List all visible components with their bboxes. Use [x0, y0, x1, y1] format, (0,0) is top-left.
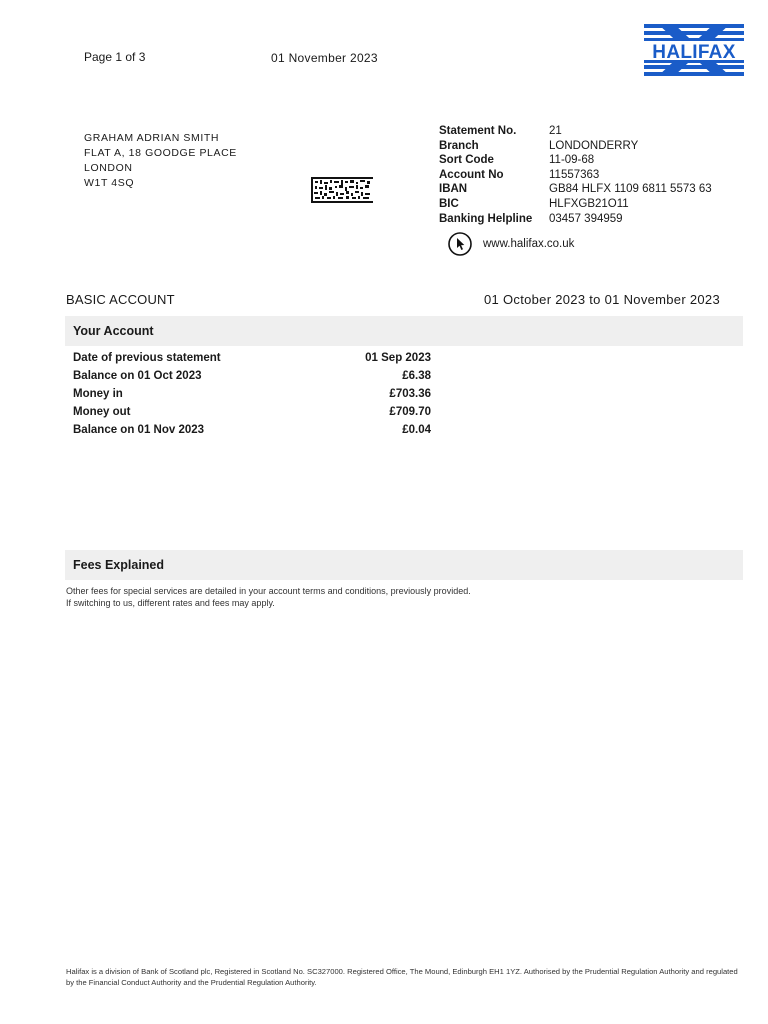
detail-label: Statement No. [439, 125, 517, 137]
detail-value: GB84 HLFX 1109 6811 5573 63 [549, 183, 712, 196]
address-line: GRAHAM ADRIAN SMITH [84, 132, 220, 144]
summary-label: Date of previous statement [73, 352, 221, 364]
statement-date: 01 November 2023 [271, 51, 378, 65]
summary-value: £0.04 [402, 424, 431, 436]
summary-label: Money out [73, 406, 131, 418]
account-summary [73, 349, 431, 439]
summary-row [73, 385, 431, 403]
detail-value: 11-09-68 [549, 154, 595, 167]
website-link[interactable] [448, 232, 574, 256]
account-type: BASIC ACCOUNT [66, 292, 175, 307]
section-heading: Fees Explained [73, 558, 165, 572]
detail-row [439, 168, 712, 183]
fees-explained-header [65, 550, 743, 580]
summary-row [73, 403, 431, 421]
detail-value: 03457 394959 [549, 212, 623, 225]
detail-row [439, 139, 712, 154]
summary-value: £6.38 [402, 370, 431, 382]
fees-line: If switching to us, different rates and fees may apply. [66, 598, 275, 608]
website-url[interactable]: www.halifax.co.uk [483, 238, 575, 250]
legal-footer: Halifax is a division of Bank of Scotland plc, Registered in Scotland No. SC327000. Registered Office, The Mound, Edinburgh EH1 1YZ. Authorised by the Prudential Regulation Authority and regulated by the Financial Conduct Authority and the Prudential Regulation Authority. [66, 967, 738, 987]
summary-value: £703.36 [389, 388, 431, 400]
2d-barcode [311, 177, 373, 203]
address-line: FLAT A, 18 GOODGE PLACE [84, 147, 237, 159]
detail-row [439, 212, 712, 227]
summary-row [73, 367, 431, 385]
detail-label: Sort Code [439, 154, 494, 167]
summary-row [73, 349, 431, 367]
detail-value: LONDONDERRY [549, 139, 639, 152]
section-heading: Your Account [73, 324, 154, 338]
fees-text [66, 585, 471, 609]
summary-row [73, 421, 431, 439]
customer-address [84, 131, 237, 191]
fees-line: Other fees for special services are detailed in your account terms and conditions, previously provided. [66, 586, 471, 596]
detail-row [439, 124, 712, 139]
detail-label: BIC [439, 197, 459, 210]
summary-label: Balance on 01 Oct 2023 [73, 370, 202, 382]
globe-cursor-icon [448, 232, 472, 256]
detail-label: Account No [439, 168, 504, 181]
detail-row [439, 197, 712, 212]
detail-label: Branch [439, 139, 479, 152]
detail-row [439, 182, 712, 197]
summary-value: 01 Sep 2023 [365, 352, 431, 364]
summary-value: £709.70 [389, 406, 431, 418]
detail-value: HLFXGB21O11 [549, 197, 629, 210]
svg-text:HALIFAX: HALIFAX [652, 42, 736, 63]
halifax-logo [644, 24, 744, 76]
detail-value: 11557363 [549, 168, 600, 181]
statement-period: 01 October 2023 to 01 November 2023 [484, 292, 720, 307]
address-line: W1T 4SQ [84, 177, 135, 189]
detail-label: Banking Helpline [439, 212, 533, 225]
detail-label: IBAN [439, 183, 468, 196]
page-number: Page 1 of 3 [84, 50, 146, 64]
address-line: LONDON [84, 162, 133, 174]
detail-value: 21 [549, 125, 562, 137]
your-account-header [65, 316, 743, 346]
detail-row [439, 153, 712, 168]
account-details [439, 124, 712, 226]
summary-label: Money in [73, 388, 123, 400]
summary-label: Balance on 01 Nov 2023 [73, 424, 205, 436]
